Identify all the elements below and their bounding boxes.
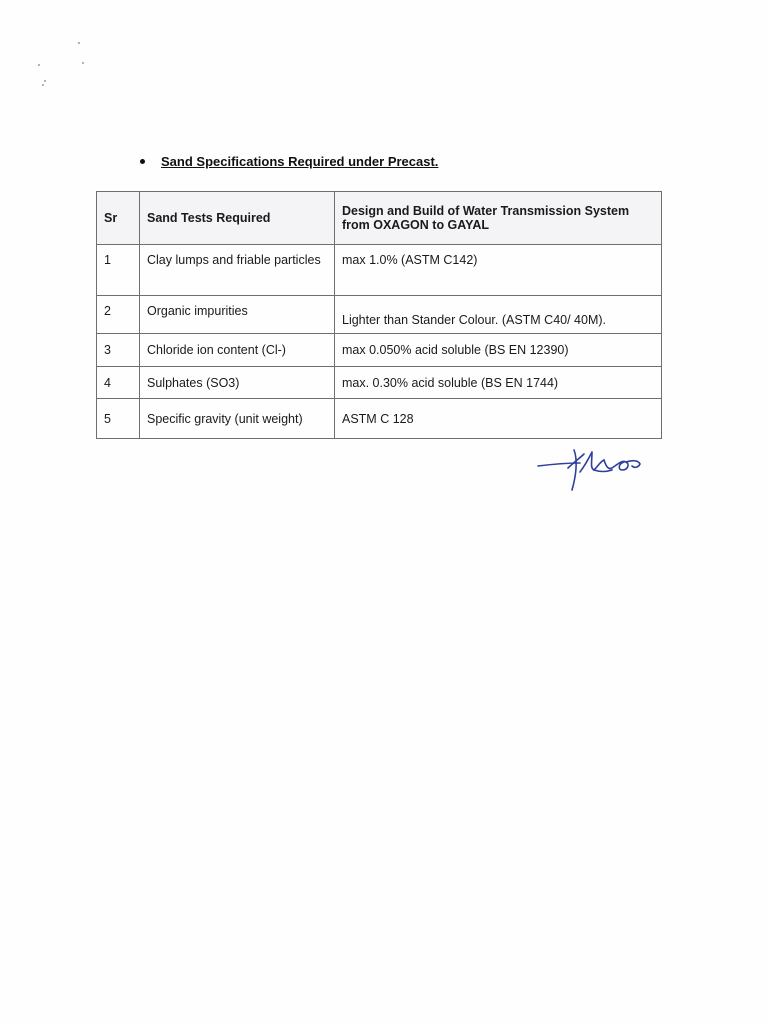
cell-sr: 2	[97, 296, 140, 334]
cell-sr: 5	[97, 399, 140, 439]
cell-requirement: max. 0.30% acid soluble (BS EN 1744)	[335, 367, 662, 399]
table-row	[97, 245, 662, 296]
cell-sr: 4	[97, 367, 140, 399]
section-heading	[140, 154, 438, 169]
table-row	[97, 367, 662, 399]
cell-requirement: Lighter than Stander Colour. (ASTM C40/ 40M).	[335, 296, 662, 334]
cell-test: Clay lumps and friable particles	[140, 245, 335, 296]
scan-specks	[30, 38, 100, 98]
table-row	[97, 296, 662, 334]
header-project	[335, 192, 662, 245]
cell-sr: 1	[97, 245, 140, 296]
table-header-row	[97, 192, 662, 245]
cell-requirement: max 0.050% acid soluble (BS EN 12390)	[335, 334, 662, 367]
cell-requirement: max 1.0% (ASTM C142)	[335, 245, 662, 296]
bullet-icon	[140, 159, 145, 164]
table-row	[97, 399, 662, 439]
header-project-line1: Design and Build of Water Transmission System	[342, 204, 630, 218]
section-heading-text: Sand Specifications Required under Precast.	[161, 154, 439, 169]
cell-sr: 3	[97, 334, 140, 367]
cell-requirement: ASTM C 128	[335, 399, 662, 439]
cell-test: Organic impurities	[140, 296, 335, 334]
cell-test: Sulphates (SO3)	[140, 367, 335, 399]
header-sr: Sr	[97, 192, 140, 245]
handwritten-signature	[534, 442, 644, 494]
table-row	[97, 334, 662, 367]
sand-spec-table	[96, 191, 662, 439]
header-project-line2: from OXAGON to GAYAL	[342, 218, 490, 232]
cell-test: Chloride ion content (Cl-)	[140, 334, 335, 367]
cell-test: Specific gravity (unit weight)	[140, 399, 335, 439]
header-sand-tests: Sand Tests Required	[140, 192, 335, 245]
